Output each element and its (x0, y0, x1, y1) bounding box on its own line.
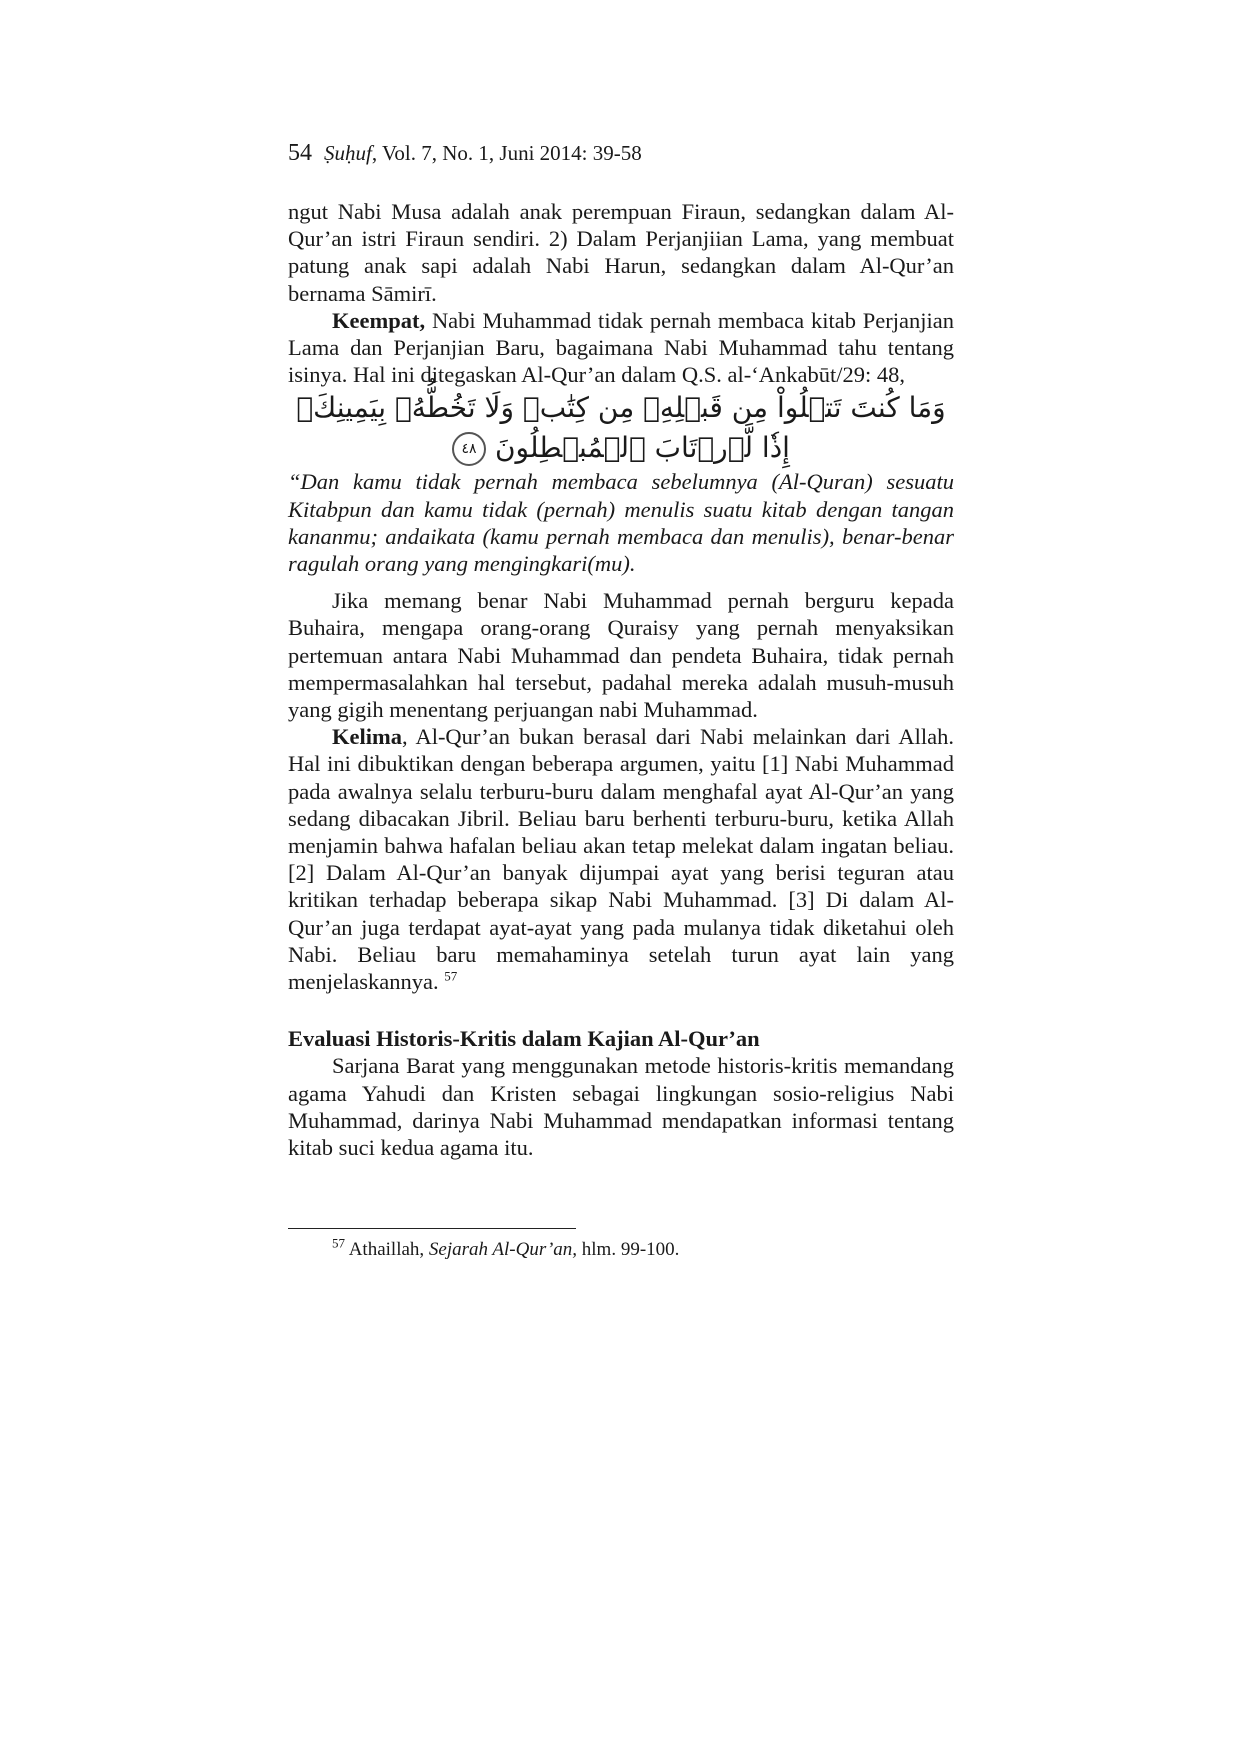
paragraph-3: Jika memang benar Nabi Muhammad pernah berguru kepada Buhaira, mengapa orang-orang Quraisy yang pernah menyaksikan pertemuan antara Nabi Muhammad dan pendeta Buhaira, tidak pernah mempermasalahkan hal tersebut, padahal mereka adalah musuh-musuh yang gigih menentang perjuangan nabi Muhammad. (288, 588, 954, 723)
journal-name: Ṣuḥuf (324, 141, 372, 165)
ayah-number-icon: ٤٨ (452, 432, 486, 466)
section-heading: Evaluasi Historis-Kritis dalam Kajian Al-Qur’an (288, 1026, 760, 1052)
footnote-ref[interactable]: 57 (444, 968, 458, 984)
footnote-title: Sejarah Al-Qur’an, (428, 1239, 578, 1260)
volume-info: , Vol. 7, No. 1, Juni 2014: 39-58 (371, 141, 642, 165)
paragraph-4 (288, 723, 954, 995)
running-header (288, 140, 642, 166)
main-text (288, 198, 954, 1161)
paragraph-4-lead: Kelima (332, 724, 402, 750)
arabic-verse-line (288, 388, 954, 468)
paragraph-1: ngut Nabi Musa adalah anak perempuan Firaun, sedangkan dalam Al-Qur’an istri Firaun sendiri. 2) Dalam Perjanjiian Lama, yang membuat patung anak sapi adalah Nabi Harun, sedangkan dalam Al-Qur’an bernama Sāmirī. (288, 199, 954, 306)
footnote (332, 1235, 680, 1262)
footnote-divider (288, 1228, 576, 1229)
paragraph-2 (288, 307, 954, 389)
footnote-pages: hlm. 99-100. (577, 1239, 680, 1260)
paragraph-2-text: Nabi Muhammad tidak pernah membaca kitab Perjanjian Lama dan Perjanjian Baru, bagaimana Nabi Muhammad tahu tentang isinya. Hal ini ditegaskan Al-Qur’an dalam Q.S. al-‘Ankabūt/29: 48, (288, 307, 954, 388)
paragraph-5: Sarjana Barat yang menggunakan metode historis-kritis memandang agama Yahudi dan Kristen sebagai lingkungan sosio-religius Nabi Muhammad, darinya Nabi Muhammad mendapatkan informasi tentang kitab suci kedua agama itu. (288, 1053, 954, 1161)
verse-translation: “Dan kamu tidak pernah membaca sebelumnya (Al-Quran) sesuatu Kitabpun dan kamu tidak (pernah) menulis suatu kitab dengan tangan kananmu; andaikata (kamu pernah membaca dan menulis), benar-benar ragulah orang yang mengingkari(mu). (288, 469, 954, 577)
footnote-author: Athaillah, (345, 1239, 429, 1260)
paragraph-4-text: , Al-Qur’an bukan berasal dari Nabi melainkan dari Allah. Hal ini dibuktikan dengan beberapa argumen, yaitu [1] Nabi Muhammad pada awalnya selalu terburu-buru dalam menghafal ayat Al-Qur’an yang sedang dibacakan Jibril. Beliau baru berhenti terburu-buru, ketika Allah menjamin bahwa hafalan beliau akan tetap melekat dalam ingatan beliau. [2] Dalam Al-Qur’an banyak dijumpai ayat yang berisi teguran atau kritikan terhadap beberapa sikap Nabi Muhammad. [3] Di dalam Al-Qur’an juga terdapat ayat-ayat yang pada mulanya tidak diketahui oleh Nabi. Beliau baru memahaminya setelah turun ayat lain yang menjelaskannya. (288, 724, 954, 995)
footnote-number: 57 (332, 1235, 345, 1251)
arabic-verse: وَمَا كُنتَ تَتۡلُواْ مِن قَبۡلِهِۦ مِن كِتَٰبٖ وَلَا تَخُطُّهُۥ بِيَمِينِكَۖ إِذٗا لَّٱرۡتَابَ ٱلۡمُبۡطِلُونَ (296, 391, 946, 465)
page-number: 54 (288, 140, 312, 166)
paragraph-2-lead: Keempat, (332, 307, 426, 333)
